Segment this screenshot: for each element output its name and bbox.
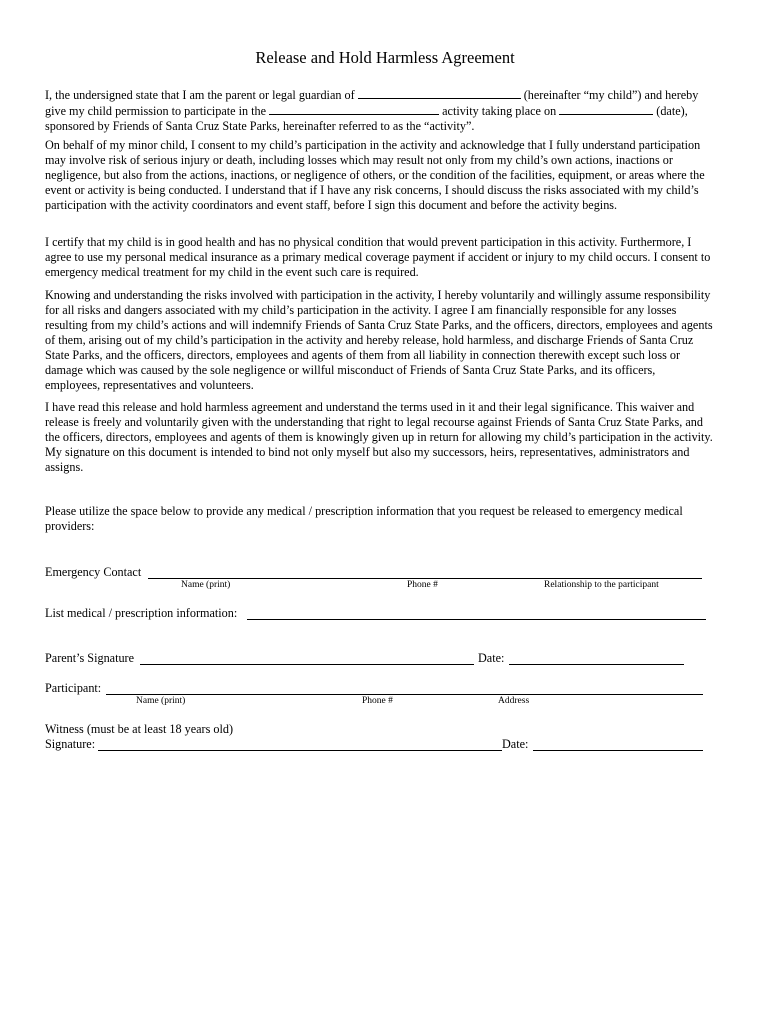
participant-line[interactable]: [106, 694, 703, 695]
child-name-blank[interactable]: [358, 87, 521, 99]
consent-paragraph: On behalf of my minor child, I consent to my child’s participation in the activity and acknowledge that I fully understand participation may involve risk of serious injury or death, including losses which may result not only from my child’s own actions, inactions or negligence, but also from the actions, inactions, or negligence of others, or the condition of the facilities, equipment, or areas where the event or activity is being conducted. I understand that if I have any risk concerns, I should discuss the risks associated with my child’s participation with the activity coordinators and event staff, before I sign this document and before the activity begins.: [45, 138, 705, 212]
emergency-contact-line[interactable]: [148, 578, 702, 579]
activity-date-blank[interactable]: [559, 103, 653, 115]
emergency-contact-name-sublabel: Name (print): [181, 580, 231, 590]
emergency-contact-phone-sublabel: Phone #: [407, 580, 438, 590]
medical-info-label: List medical / prescription information:: [45, 606, 238, 620]
parent-date-line[interactable]: [509, 664, 684, 665]
intro-text-1: I, the undersigned state that I am the parent or legal guardian of: [45, 88, 355, 102]
emergency-contact-label: Emergency Contact: [45, 565, 142, 579]
health-paragraph: I certify that my child is in good health and has no physical condition that would prevent participation in this activity. Furthermore, I agree to use my personal medical insurance as a primary medical coverage payment if accident or injury to my child occurs. I consent to emergency medical treatment for my child in the event such care is required.: [45, 235, 711, 279]
intro-text-3: activity taking place on: [442, 104, 557, 118]
participant-address-sublabel: Address: [498, 696, 530, 706]
document-title: Release and Hold Harmless Agreement: [255, 48, 515, 67]
participant-label: Participant:: [45, 681, 102, 695]
witness-signature-line[interactable]: [98, 750, 502, 751]
parent-date-label: Date:: [478, 651, 505, 665]
medical-instructions-paragraph: Please utilize the space below to provide any medical / prescription information that you request be released to emergency medical providers:: [45, 504, 683, 533]
activity-name-blank[interactable]: [269, 103, 439, 115]
participant-phone-sublabel: Phone #: [362, 696, 393, 706]
witness-date-line[interactable]: [533, 750, 703, 751]
witness-date-label: Date:: [502, 737, 529, 751]
medical-info-line[interactable]: [247, 619, 706, 620]
intro-text-2: (hereinafter “my child”) and hereby give my child permission to participate in the: [45, 88, 699, 118]
parent-signature-label: Parent’s Signature: [45, 651, 135, 665]
intro-text-4: (date), sponsored by Friends of Santa Cruz State Parks, hereinafter referred to as the “activity”.: [45, 104, 688, 133]
parent-signature-line[interactable]: [140, 664, 474, 665]
witness-signature-label: Signature:: [45, 737, 96, 751]
participant-name-sublabel: Name (print): [136, 696, 186, 706]
liability-paragraph: Knowing and understanding the risks involved with participation in the activity, I hereby voluntarily and willingly assume responsibility for all risks and dangers associated with my child’s participation in the activity. I agree I am financially responsible for any losses resulting from my child’s actions and will indemnify Friends of Santa Cruz State Parks, and the officers, directors, employees and agents of them, arising out of my child’s participation in the activity and hereby release, hold harmless, and discharge Friends of Santa Cruz State Parks, and the officers, directors, employees and agents of them from all liability in connection therewith except such loss or damage which was caused by the sole negligence or willful misconduct of Friends of Santa Cruz State Parks, and its officers, employees, representatives and volunteers.: [45, 288, 713, 392]
acknowledgement-paragraph: I have read this release and hold harmless agreement and understand the terms used in it and their legal significance. This waiver and release is freely and voluntarily given with the understanding that right to legal recourse against Friends of Santa Cruz State Parks, and the officers, directors, employees and agents of them is knowingly given up in return for allowing my child’s participation in the activity. My signature on this document is intended to bind not only myself but also my successors, heirs, representatives, administrators and assigns.: [45, 400, 713, 474]
emergency-contact-relationship-sublabel: Relationship to the participant: [544, 580, 659, 590]
intro-paragraph: [45, 87, 713, 134]
witness-label: Witness (must be at least 18 years old): [45, 722, 234, 736]
